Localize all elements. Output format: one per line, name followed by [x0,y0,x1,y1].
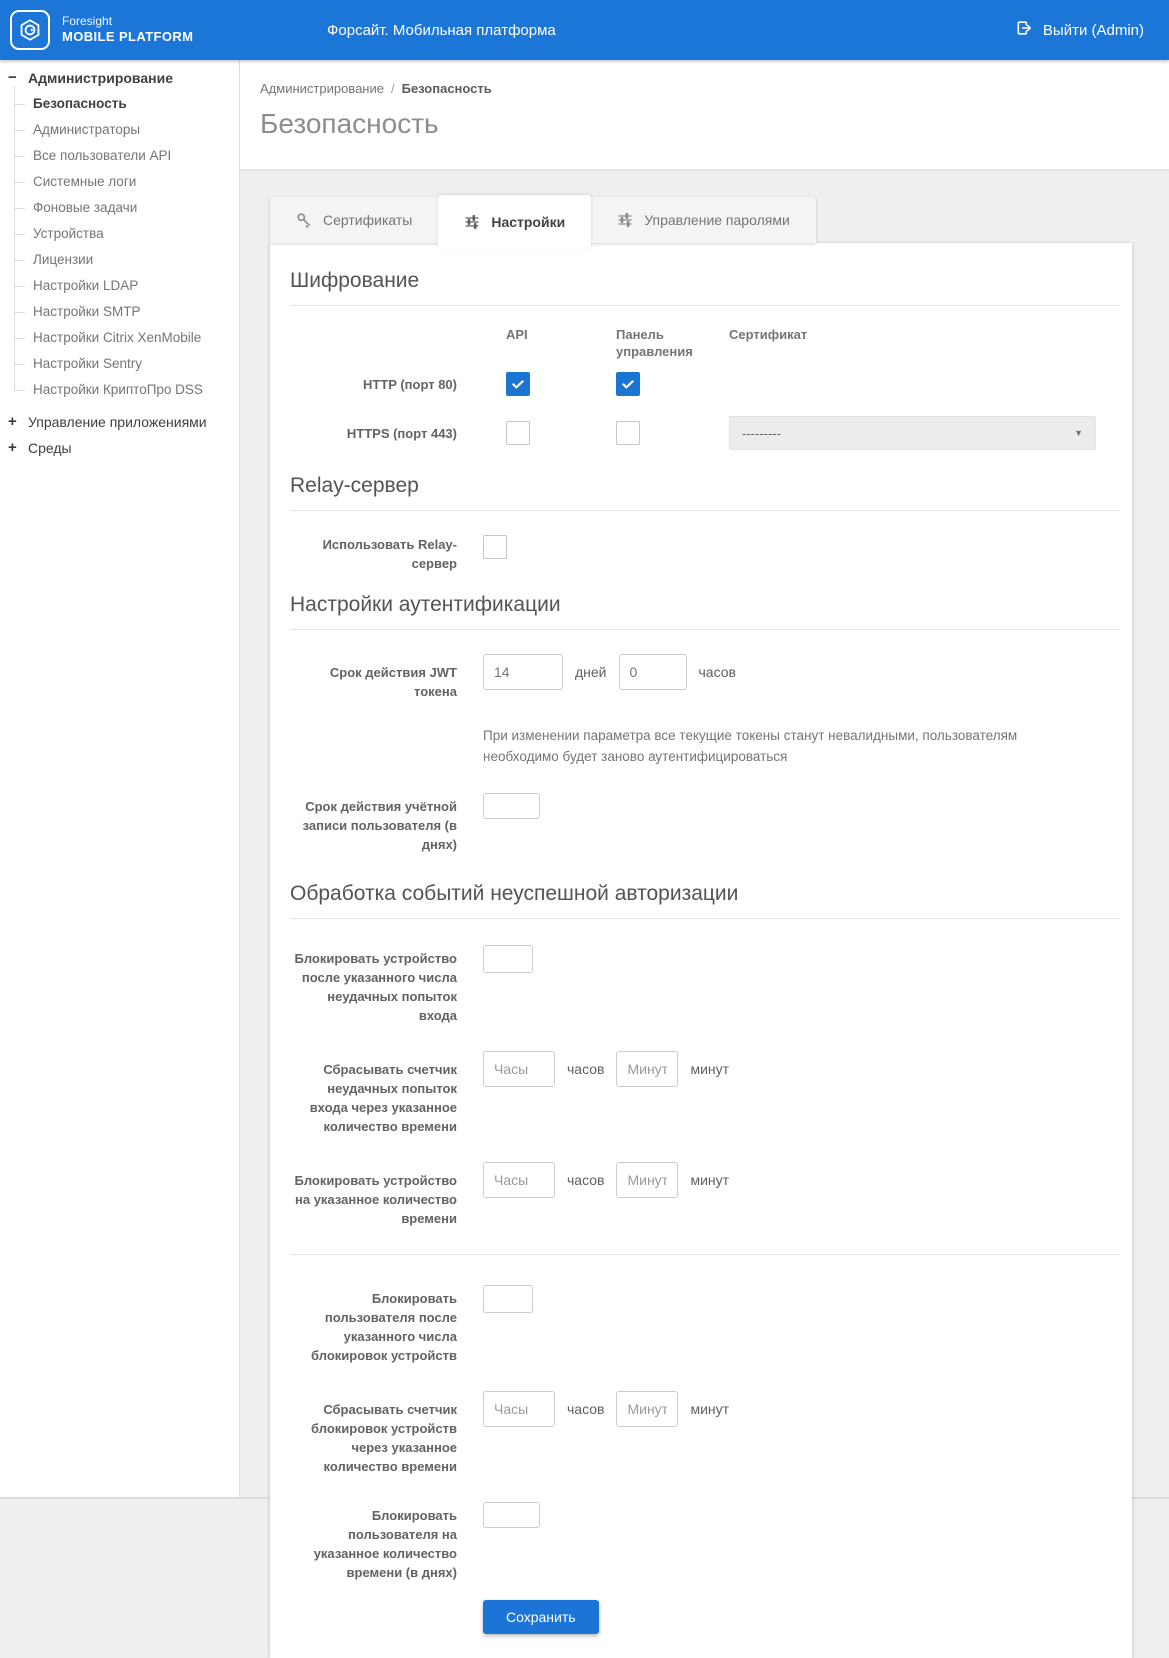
sidebar-section-label: Управление приложениями [28,414,207,430]
tune-icon [464,214,480,230]
sidebar-item-citrix-settings[interactable]: Настройки Citrix XenMobile [0,325,239,351]
column-header-certificate: Сертификат [729,327,808,342]
column-header-panel: Панель управления [616,327,693,359]
reset-locks-minutes-input[interactable] [616,1391,678,1427]
breadcrumb-current: Безопасность [401,81,492,96]
lock-device-minutes-input[interactable] [616,1162,678,1198]
account-expiry-input[interactable] [483,793,540,819]
account-expiry-row [290,793,1120,854]
reset-locks-hours-input[interactable] [483,1391,555,1427]
jwt-row [290,654,1120,701]
section-rule [290,918,1120,919]
collapse-icon[interactable]: − [8,69,17,86]
sidebar-section-label: Среды [28,440,72,456]
section-rule [290,510,1120,511]
jwt-hours-unit: часов [698,664,736,680]
reset-attempts-counter-row [290,1051,1120,1136]
section-divider [290,1254,1120,1255]
sidebar-section-label: Администрирование [28,70,173,86]
minutes-unit: минут [690,1401,730,1417]
certificate-select[interactable] [729,416,1096,450]
sidebar-item-system-logs[interactable]: Системные логи [0,169,239,195]
main-area [240,60,1169,1625]
https-panel-checkbox[interactable] [616,421,640,445]
sidebar-item-background-tasks[interactable]: Фоновые задачи [0,195,239,221]
row-label: Блокировать пользователя на указанное количество времени (в днях) [313,1508,457,1580]
http-api-checkbox[interactable] [506,372,530,396]
row-label: Сбрасывать счетчик блокировок устройств через указанное количество времени [311,1402,457,1474]
tune-icon [617,212,633,228]
hexagon-logo-icon [10,10,50,50]
row-label: Блокировать пользователя после указанного числа блокировок устройств [311,1291,457,1363]
sidebar-section-app-management[interactable] [0,409,239,435]
logout-icon [1015,19,1033,41]
sidebar-section-administration[interactable] [0,65,239,91]
logout-label: Выйти (Admin) [1042,21,1144,39]
sidebar-item-licenses[interactable]: Лицензии [0,247,239,273]
tab-label: Настройки [491,214,566,230]
jwt-days-unit: дней [575,664,607,680]
sidebar-item-security[interactable]: Безопасность [0,91,239,117]
reset-attempts-hours-input[interactable] [483,1051,555,1087]
lock-user-after-row [290,1285,1120,1365]
encryption-column-headers [290,326,1120,360]
sidebar-item-devices[interactable]: Устройства [0,221,239,247]
minutes-unit: минут [690,1172,730,1188]
lock-user-duration-input[interactable] [483,1502,540,1528]
breadcrumb-separator: / [390,81,395,96]
sidebar-item-smtp-settings[interactable]: Настройки SMTP [0,299,239,325]
column-header-api: API [506,327,528,342]
section-title-relay: Relay-сервер [290,474,419,497]
logo-line-2: MOBILE PLATFORM [62,29,194,45]
reset-attempts-minutes-input[interactable] [616,1051,678,1087]
breadcrumb-parent[interactable]: Администрирование [260,81,384,96]
certificate-select-value: --------- [742,425,781,441]
tab-label: Сертификаты [323,212,413,228]
app-logo [10,10,193,50]
row-label-relay: Использовать Relay-сервер [322,537,457,571]
row-label-https: HTTPS (порт 443) [346,425,457,441]
page-header-band [240,60,1169,170]
reset-locks-counter-row [290,1391,1120,1476]
expand-icon[interactable]: + [8,413,17,430]
section-title-encryption: Шифрование [290,269,420,292]
lock-user-duration-row [290,1502,1120,1582]
relay-row [290,535,1120,573]
section-rule [290,305,1120,306]
content [240,170,1169,1658]
tab-certificates[interactable] [270,197,438,243]
https-api-checkbox[interactable] [506,421,530,445]
key-icon [296,212,312,228]
jwt-hours-input[interactable] [619,654,687,690]
chevron-down-icon: ▼ [1074,428,1083,438]
settings-panel [270,243,1132,1658]
logo-line-1: Foresight [62,14,113,29]
tab-label: Управление паролями [644,212,790,228]
lock-device-attempts-input[interactable] [483,945,533,973]
lock-device-attempts-row [290,945,1120,1025]
http-panel-checkbox[interactable] [616,372,640,396]
row-label-jwt: Срок действия JWT токена [329,665,457,699]
row-label-account-expiry: Срок действия учётной записи пользователя (в днях) [302,799,457,852]
page-title: Безопасность [260,108,439,139]
hours-unit: часов [567,1061,605,1077]
lock-device-duration-row [290,1162,1120,1228]
encryption-row-http [290,372,1120,396]
app-title: Форсайт. Мобильная платформа [327,21,556,39]
sidebar-admin-children [0,91,239,403]
hours-unit: часов [567,1401,605,1417]
section-title-auth: Настройки аутентификации [290,593,561,616]
row-label: Сбрасывать счетчик неудачных попыток входа через указанное количество времени [309,1062,457,1134]
app-header [0,0,1169,60]
relay-checkbox[interactable] [483,535,507,559]
sidebar-item-api-users[interactable]: Все пользователи API [0,143,239,169]
lock-user-after-input[interactable] [483,1285,533,1313]
sidebar-item-cryptopro-settings[interactable]: Настройки КриптоПро DSS [0,377,239,403]
sidebar-item-sentry-settings[interactable]: Настройки Sentry [0,351,239,377]
tabbar [270,197,816,243]
section-rule [290,629,1120,630]
hours-unit: часов [567,1172,605,1188]
section-title-failed-auth: Обработка событий неуспешной авторизации [290,882,739,905]
row-label: Блокировать устройство после указанного числа неудачных попыток входа [294,951,457,1023]
sidebar [0,60,240,1497]
encryption-row-https [290,416,1120,450]
row-label-http: HTTP (порт 80) [363,376,457,392]
lock-device-hours-input[interactable] [483,1162,555,1198]
sidebar-item-ldap-settings[interactable]: Настройки LDAP [0,273,239,299]
expand-icon[interactable]: + [8,439,17,456]
tab-settings[interactable] [438,195,591,249]
tab-password-management[interactable] [591,197,816,243]
jwt-days-input[interactable] [483,654,563,690]
save-button[interactable]: Сохранить [483,1600,599,1634]
sidebar-item-administrators[interactable]: Администраторы [0,117,239,143]
jwt-hint-text: При изменении параметра все текущие токены станут невалидными, пользователям необходимо будет заново аутентифицироваться [483,728,1018,764]
logout-button[interactable] [1015,0,1144,60]
sidebar-section-environments[interactable] [0,435,239,461]
minutes-unit: минут [690,1061,730,1077]
breadcrumb [260,60,1169,96]
row-label: Блокировать устройство на указанное количество времени [294,1173,457,1226]
